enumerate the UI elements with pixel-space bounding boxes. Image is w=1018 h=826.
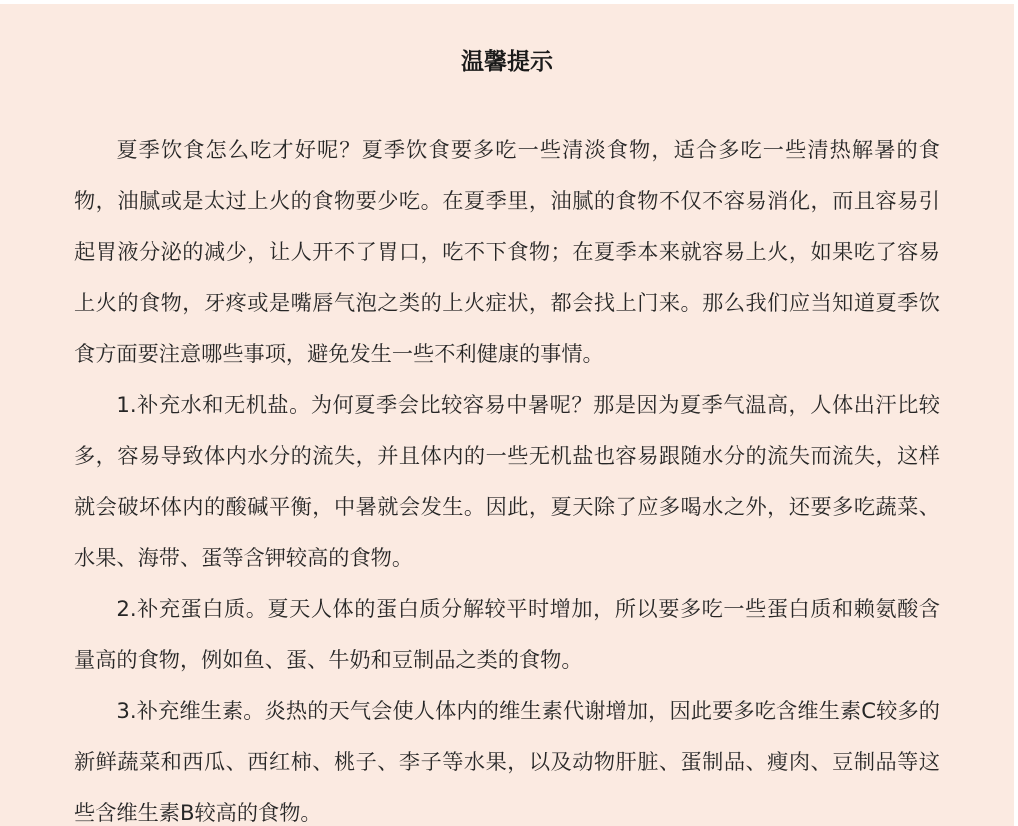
page-title: 温馨提示: [461, 49, 553, 75]
tip-protein: 2.补充蛋白质。夏天人体的蛋白质分解较平时增加，所以要多吃一些蛋白质和赖氨酸含量高的食物，例如鱼、蛋、牛奶和豆制品之类的食物。: [74, 596, 940, 672]
tip-vitamins: 3.补充维生素。炎热的天气会使人体内的维生素代谢增加，因此要多吃含维生素C较多的新鲜蔬菜和西瓜、西红柿、桃子、李子等水果，以及动物肝脏、蛋制品、瘦肉、豆制品等这些含维生素B较高的食物。: [74, 698, 940, 825]
intro-paragraph: 夏季饮食怎么吃才好呢？夏季饮食要多吃一些清淡食物，适合多吃一些清热解暑的食物，油腻或是太过上火的食物要少吃。在夏季里，油腻的食物不仅不容易消化，而且容易引起胃液分泌的减少，让人开不了胃口，吃不下食物；在夏季本来就容易上火，如果吃了容易上火的食物，牙疼或是嘴唇气泡之类的上火症状，都会找上门来。那么我们应当知道夏季饮食方面要注意哪些事项，避免发生一些不利健康的事情。: [74, 137, 940, 366]
article-body: [74, 124, 940, 826]
tip-water-minerals: 1.补充水和无机盐。为何夏季会比较容易中暑呢？那是因为夏季气温高，人体出汗比较多，容易导致体内水分的流失，并且体内的一些无机盐也容易跟随水分的流失而流失，这样就会破坏体内的酸碱平衡，中暑就会发生。因此，夏天除了应多喝水之外，还要多吃蔬菜、水果、海带、蛋等含钾较高的食物。: [74, 392, 940, 570]
tips-card: [0, 4, 1014, 826]
